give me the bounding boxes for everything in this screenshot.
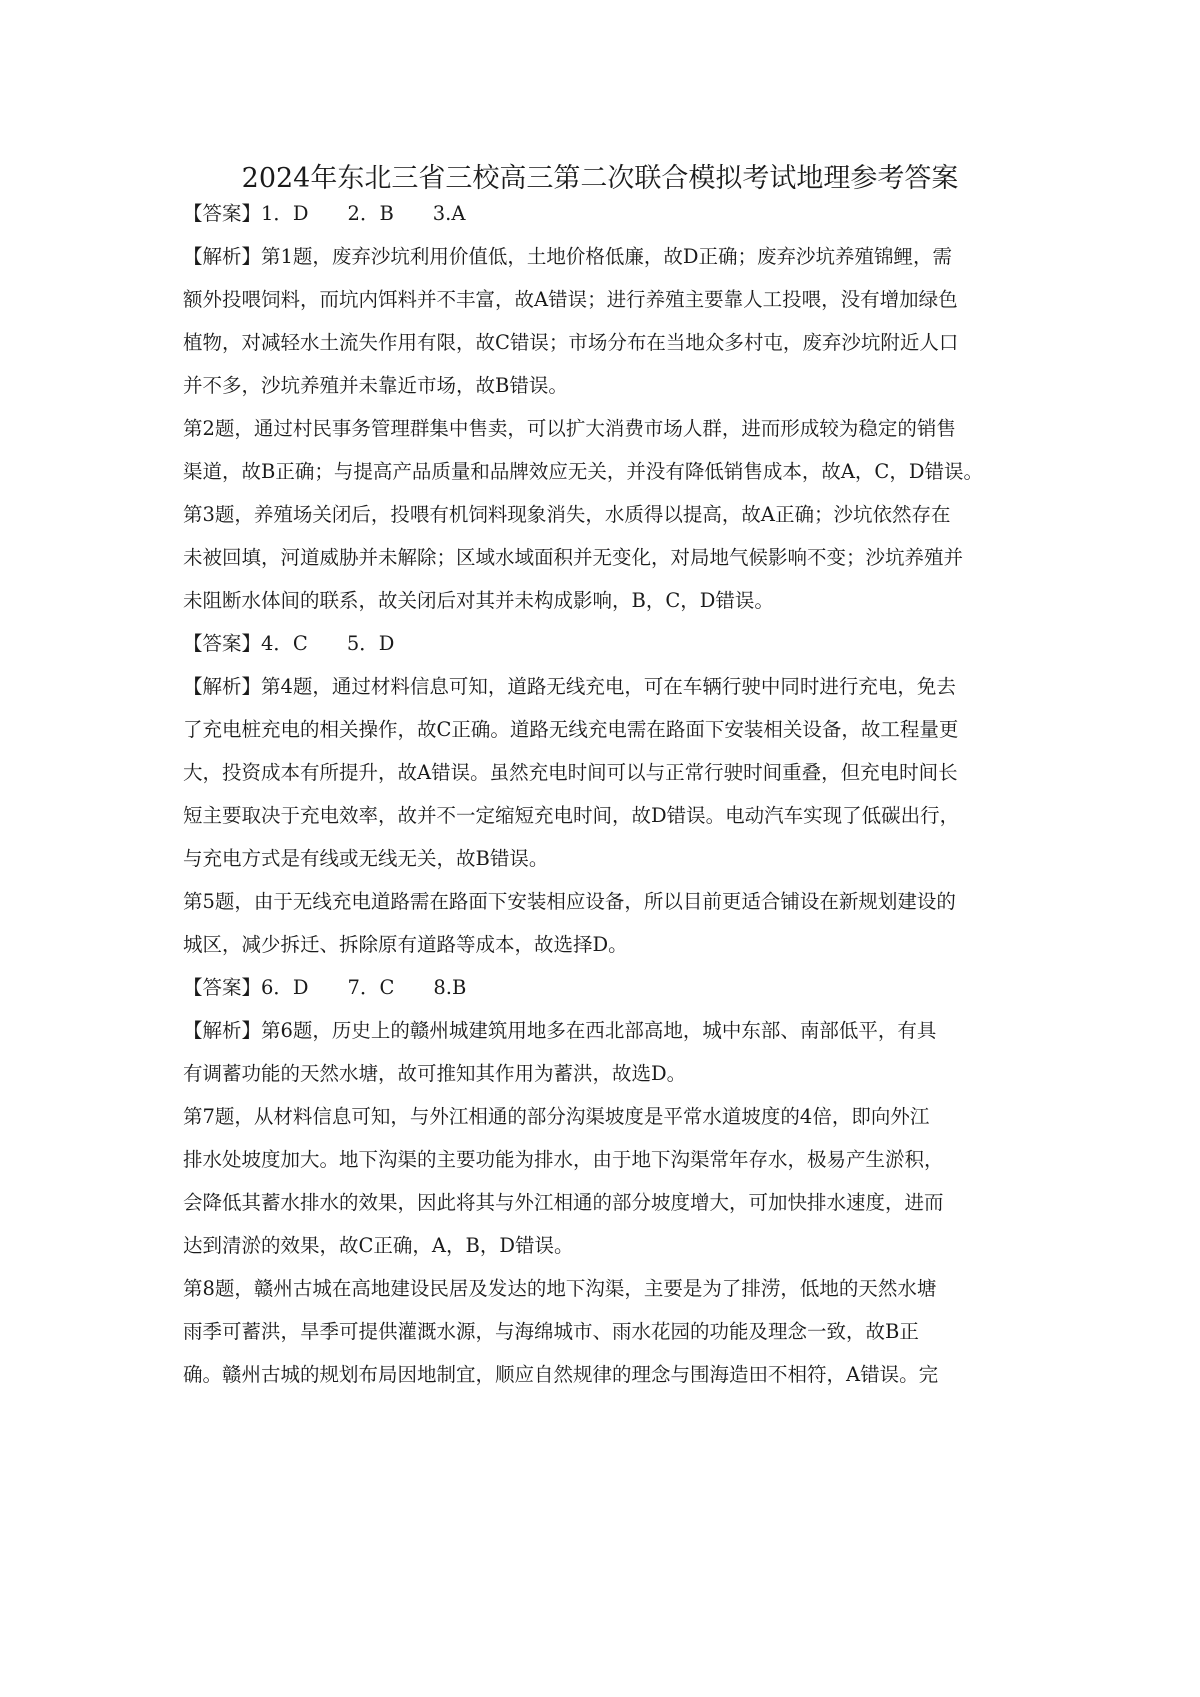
- text-line: 大，投资成本有所提升，故A错误。虽然充电时间可以与正常行驶时间重叠，但充电时间长: [183, 761, 958, 784]
- text-line: 确。赣州古城的规划布局因地制宜，顺应自然规律的理念与围海造田不相符，A错误。完: [183, 1363, 939, 1386]
- text-line: 排水处坡度加大。地下沟渠的主要功能为排水，由于地下沟渠常年存水，极易产生淤积，: [183, 1148, 944, 1171]
- text-line: 并不多，沙坑养殖并未靠近市场，故B错误。: [183, 374, 568, 397]
- text-line: 与充电方式是有线或无线无关，故B错误。: [183, 847, 549, 870]
- text-line: 第2题，通过村民事务管理群集中售卖，可以扩大消费市场人群，进而形成较为稳定的销售: [183, 417, 956, 440]
- text-line: 【解析】第1题，废弃沙坑利用价值低，土地价格低廉，故D正确；废弃沙坑养殖锦鲤，需: [183, 245, 953, 268]
- text-line: 达到清淤的效果，故C正确，A，B，D错误。: [183, 1234, 574, 1257]
- text-line: 额外投喂饲料，而坑内饵料并不丰富，故A错误；进行养殖主要靠人工投喂，没有增加绿色: [183, 288, 958, 311]
- text-line: 【答案】6．D 7．C 8.B: [183, 976, 467, 999]
- text-line: 雨季可蓄洪，旱季可提供灌溉水源，与海绵城市、雨水花园的功能及理念一致，故B正: [183, 1320, 919, 1343]
- text-line: 了充电桩充电的相关操作，故C正确。道路无线充电需在路面下安装相关设备，故工程量更: [183, 718, 959, 741]
- text-line: 植物，对减轻水土流失作用有限，故C错误；市场分布在当地众多村屯，废弃沙坑附近人口: [183, 331, 959, 354]
- text-line: 第5题，由于无线充电道路需在路面下安装相应设备，所以目前更适合铺设在新规划建设的: [183, 890, 956, 913]
- text-line: 【答案】1．D 2．B 3.A: [183, 202, 466, 225]
- text-line: 第8题，赣州古城在高地建设民居及发达的地下沟渠，主要是为了排涝，低地的天然水塘: [183, 1277, 937, 1300]
- text-line: 未被回填，河道威胁并未解除；区域水域面积并无变化，对局地气候影响不变；沙坑养殖并: [183, 546, 964, 569]
- page-title: 2024年东北三省三校高三第二次联合模拟考试地理参考答案: [241, 163, 959, 194]
- text-line: 城区，减少拆迁、拆除原有道路等成本，故选择D。: [183, 933, 628, 956]
- text-line: 第7题，从材料信息可知，与外江相通的部分沟渠坡度是平常水道坡度的4倍，即向外江: [183, 1105, 930, 1128]
- text-line: 【解析】第6题，历史上的赣州城建筑用地多在西北部高地，城中东部、南部低平，有具: [183, 1019, 937, 1042]
- text-line: 未阻断水体间的联系，故关闭后对其并未构成影响，B，C，D错误。: [183, 589, 774, 612]
- text-line: 【解析】第4题，通过材料信息可知，道路无线充电，可在车辆行驶中同时进行充电，免去: [183, 675, 956, 698]
- text-line: 第3题，养殖场关闭后，投喂有机饲料现象消失，水质得以提高，故A正确；沙坑依然存在: [183, 503, 951, 526]
- text-line: 【答案】4．C 5．D: [183, 632, 395, 655]
- text-line: 有调蓄功能的天然水塘，故可推知其作用为蓄洪，故选D。: [183, 1062, 687, 1085]
- text-line: 渠道，故B正确；与提高产品质量和品牌效应无关，并没有降低销售成本，故A，C，D错误。: [183, 460, 983, 483]
- text-line: 会降低其蓄水排水的效果，因此将其与外江相通的部分坡度增大，可加快排水速度，进而: [183, 1191, 944, 1214]
- text-line: 短主要取决于充电效率，故并不一定缩短充电时间，故D错误。电动汽车实现了低碳出行，: [183, 804, 960, 827]
